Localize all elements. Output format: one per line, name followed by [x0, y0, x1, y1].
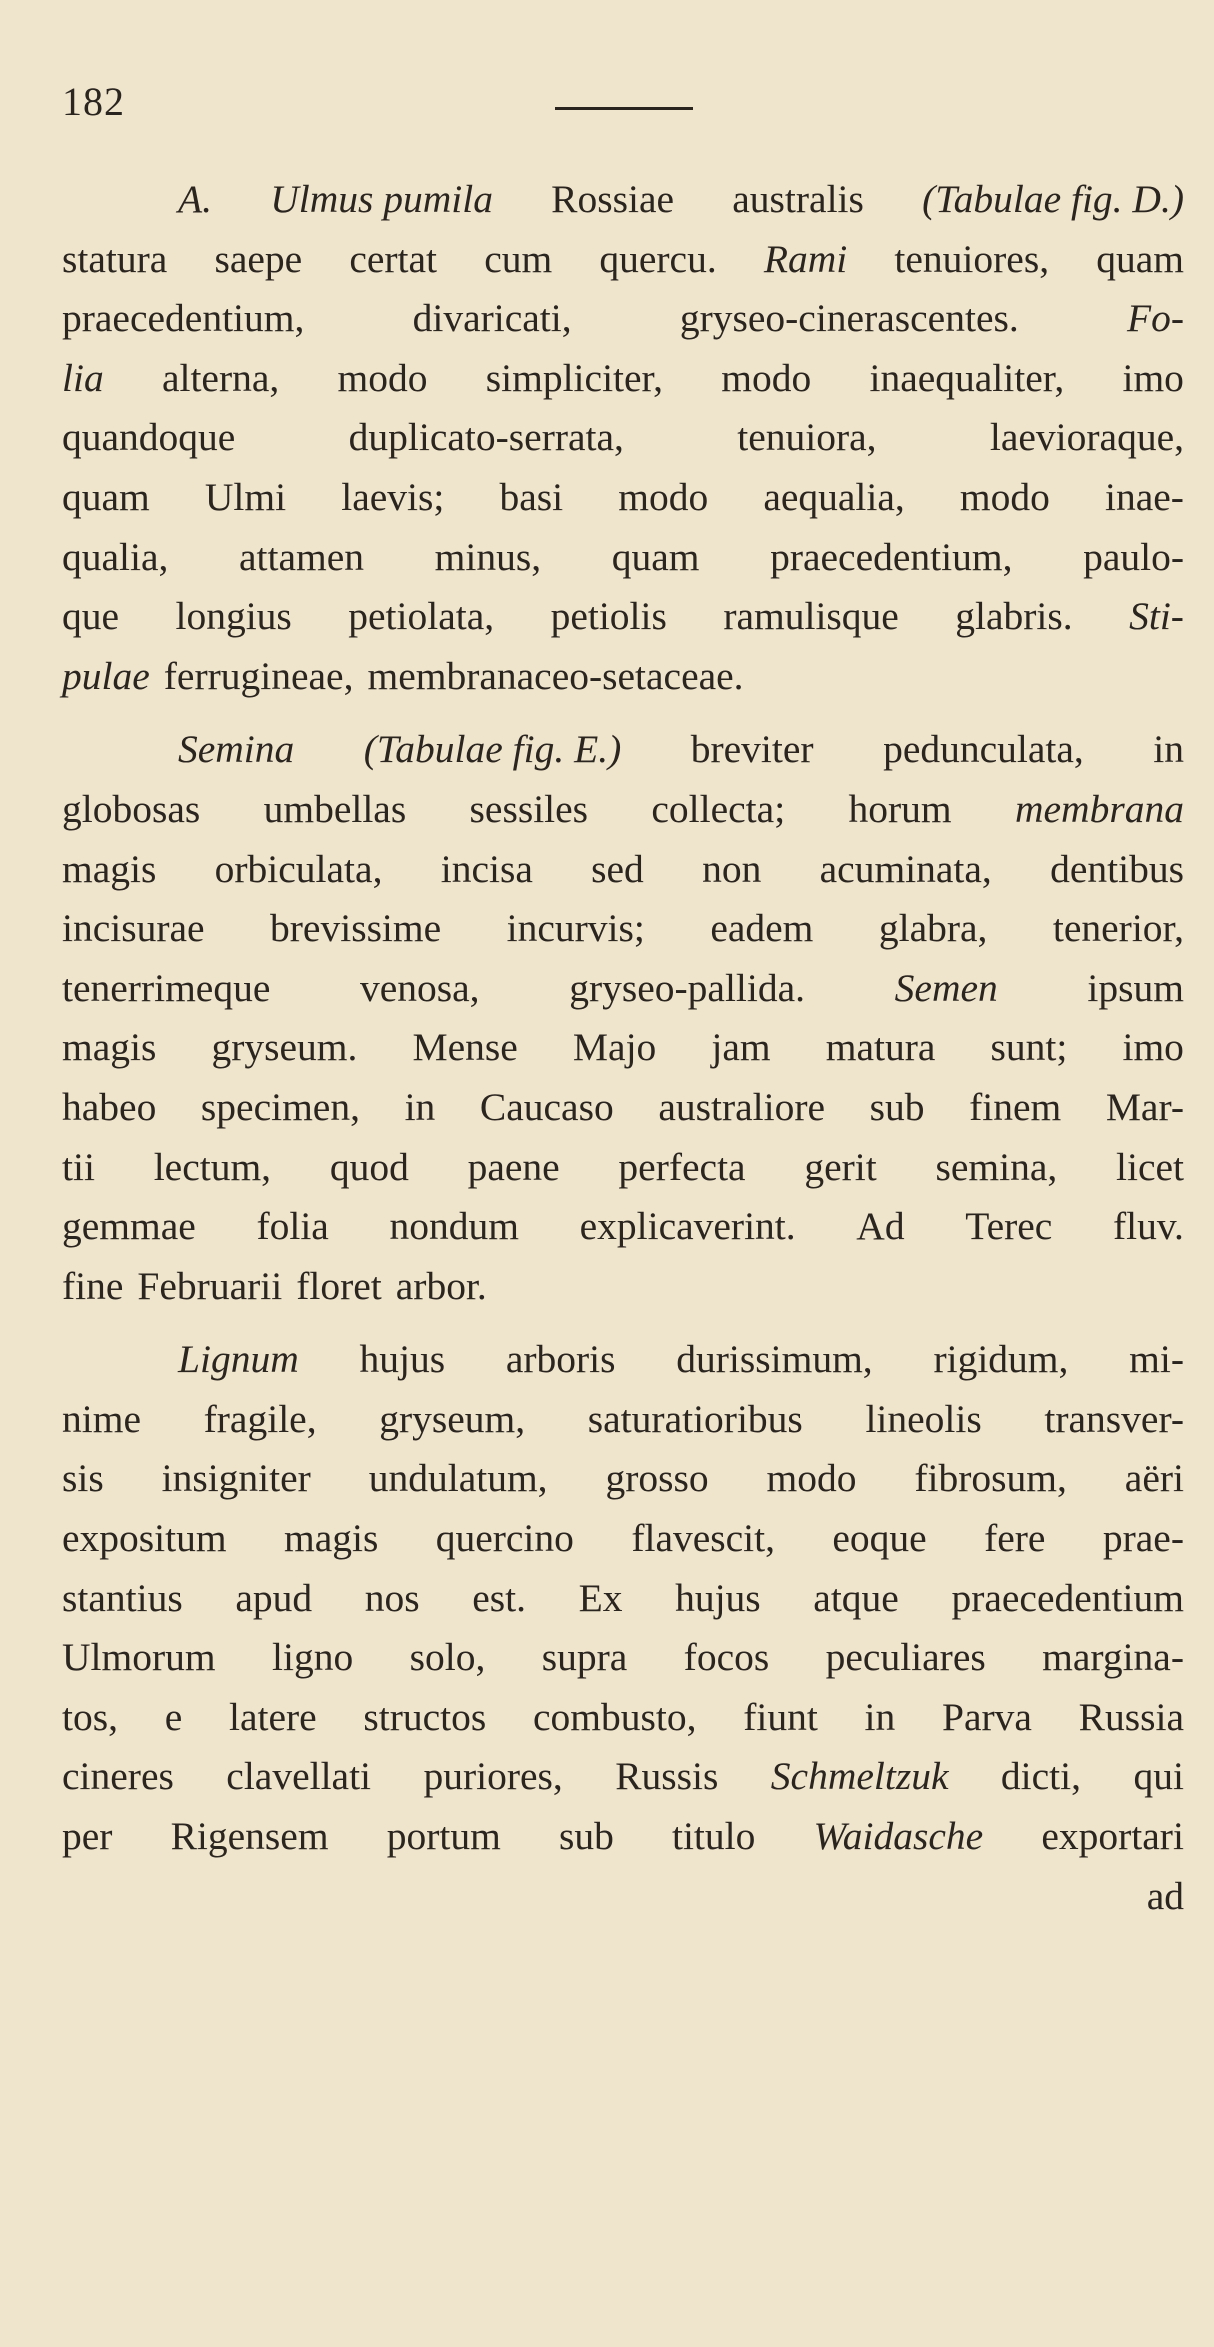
word: inae-: [1105, 474, 1184, 519]
word: Lignum: [178, 1337, 299, 1382]
word: attamen: [239, 534, 365, 579]
word: laevis;: [341, 474, 445, 519]
word: margina-: [1042, 1635, 1184, 1680]
word: gerit: [804, 1144, 877, 1189]
word: petiolata,: [348, 594, 495, 639]
word: sunt;: [990, 1025, 1068, 1070]
word: arbor.: [395, 1263, 487, 1308]
text-line: [62, 349, 1184, 409]
word: jam: [711, 1025, 771, 1070]
word: semina,: [935, 1144, 1058, 1189]
word: magis: [62, 1025, 157, 1070]
word: quercu.: [599, 236, 717, 281]
text-line: [62, 1390, 1184, 1450]
word: glabris.: [955, 594, 1073, 639]
word: ligno: [272, 1635, 354, 1680]
word: arboris: [505, 1337, 616, 1382]
word: Russis: [615, 1754, 719, 1799]
text-line: [62, 1449, 1184, 1509]
word: Russia: [1078, 1694, 1184, 1739]
word: quod: [329, 1144, 409, 1189]
word: simpliciter,: [485, 355, 663, 400]
word: in: [864, 1694, 896, 1739]
word: mi-: [1129, 1337, 1184, 1382]
word: ferrugineae,: [163, 653, 354, 698]
word: habeo: [62, 1084, 157, 1129]
word: e: [164, 1694, 183, 1739]
word: aequalia,: [763, 474, 905, 519]
word: non: [702, 846, 762, 891]
word: glabra,: [878, 906, 988, 951]
text-line: [62, 170, 1184, 230]
word: fragile,: [203, 1396, 317, 1441]
word: incisurae: [62, 906, 205, 951]
word: imo: [1122, 355, 1184, 400]
word: orbiculata,: [214, 846, 383, 891]
word: tenerrimeque: [62, 965, 271, 1010]
word: longius: [175, 594, 292, 639]
word: nime: [62, 1396, 141, 1441]
text-line: [62, 1688, 1184, 1748]
word: transver-: [1044, 1396, 1184, 1441]
word: Rigensem: [170, 1814, 329, 1859]
word: latere: [228, 1694, 317, 1739]
word: lineolis: [865, 1396, 982, 1441]
word: in: [1153, 727, 1184, 772]
text-line: [62, 289, 1184, 349]
word: alterna,: [161, 355, 280, 400]
word: focos: [683, 1635, 770, 1680]
word: (Tabulae fig. E.): [363, 727, 622, 772]
word: cum: [484, 236, 553, 281]
word: quam: [611, 534, 700, 579]
text-line: [62, 587, 1184, 647]
word: saturatioribus: [587, 1396, 803, 1441]
word: est.: [472, 1575, 526, 1620]
word: flavescit,: [631, 1516, 775, 1561]
word: licet: [1116, 1144, 1184, 1189]
word: Schmeltzuk: [770, 1754, 949, 1799]
text-line: [62, 840, 1184, 900]
word: statura: [62, 236, 168, 281]
text-line: [62, 647, 1184, 707]
word: australis: [732, 177, 864, 221]
word: membranaceo-setaceae.: [367, 653, 744, 698]
word: nondum: [389, 1204, 519, 1249]
text-line: [62, 468, 1184, 528]
word: praecedentium,: [62, 296, 305, 341]
word: explicaverint.: [579, 1204, 796, 1249]
word: Waidasche: [813, 1814, 984, 1859]
word: Mar-: [1105, 1084, 1184, 1129]
word: sis: [62, 1456, 104, 1501]
word: quandoque: [62, 415, 236, 460]
word: aëri: [1124, 1456, 1184, 1501]
word: A.: [178, 177, 213, 221]
word: tenuiores,: [894, 236, 1050, 281]
word: paene: [467, 1144, 560, 1189]
word: hujus: [675, 1575, 761, 1620]
word: nos: [364, 1575, 420, 1620]
word: venosa,: [360, 965, 480, 1010]
word: cineres: [62, 1754, 174, 1799]
word: fibrosum,: [914, 1456, 1067, 1501]
text-line: [62, 1569, 1184, 1629]
body-text: [62, 170, 1184, 1926]
word: sed: [591, 846, 644, 891]
word: insigniter: [161, 1456, 311, 1501]
word: clavellati: [226, 1754, 372, 1799]
word: sessiles: [469, 786, 589, 831]
word: saepe: [214, 236, 303, 281]
word: matura: [825, 1025, 936, 1070]
word: Fo-: [1126, 296, 1184, 341]
text-line: [62, 1867, 1184, 1927]
word: membrana: [1015, 786, 1184, 831]
word: modo: [618, 474, 709, 519]
word: Ulmorum: [62, 1635, 216, 1680]
text-line: [62, 1628, 1184, 1688]
word: incisa: [440, 846, 533, 891]
word: structos: [363, 1694, 487, 1739]
text-line: [62, 528, 1184, 588]
word: acuminata,: [819, 846, 992, 891]
word: grosso: [605, 1456, 709, 1501]
word: puriores,: [423, 1754, 563, 1799]
word: specimen,: [200, 1084, 360, 1129]
word: que: [62, 594, 120, 639]
word: qui: [1133, 1754, 1184, 1799]
word: modo: [337, 355, 428, 400]
word: praecedentium,: [770, 534, 1013, 579]
page-number: 182: [62, 79, 125, 124]
text-line: [62, 1078, 1184, 1138]
text-line: [62, 1807, 1184, 1867]
word: pedunculata,: [883, 727, 1084, 772]
word: per: [62, 1814, 113, 1859]
word: Ulmi: [204, 474, 287, 519]
word: collecta;: [651, 786, 786, 831]
text-line: [62, 899, 1184, 959]
word: imo: [1122, 1025, 1184, 1070]
word: modo: [766, 1456, 857, 1501]
word: gemmae: [62, 1204, 196, 1249]
word: divaricati,: [412, 296, 572, 341]
word: durissimum,: [676, 1337, 873, 1382]
word: expositum: [62, 1516, 227, 1561]
text-line: [62, 1330, 1184, 1390]
word: prae-: [1102, 1516, 1184, 1561]
text-line: [62, 959, 1184, 1019]
word: ramulisque: [723, 594, 899, 639]
word: fluv.: [1112, 1204, 1184, 1249]
word: lectum,: [153, 1144, 272, 1189]
word: undulatum,: [368, 1456, 548, 1501]
word: Terec: [965, 1204, 1053, 1249]
text-line: [62, 1257, 1184, 1317]
word: Parva: [941, 1694, 1032, 1739]
word: quam: [1096, 236, 1184, 281]
word: supra: [541, 1635, 628, 1680]
word: duplicato-serrata,: [348, 415, 624, 460]
word: praecedentium: [951, 1575, 1184, 1620]
text-line: [62, 1138, 1184, 1198]
word: modo: [721, 355, 812, 400]
word: quam: [62, 474, 150, 519]
word: tenuiora,: [737, 415, 877, 460]
word: portum: [386, 1814, 501, 1859]
word: in: [404, 1084, 436, 1129]
text-line: [62, 1197, 1184, 1257]
text-line: [62, 408, 1184, 468]
word: fere: [984, 1516, 1046, 1561]
word: gryseum.: [211, 1025, 358, 1070]
word: peculiares: [825, 1635, 986, 1680]
word: Ulmus pumila: [270, 177, 493, 221]
word: eoque: [832, 1516, 927, 1561]
word: modo: [959, 474, 1050, 519]
word: rigidum,: [933, 1337, 1069, 1382]
word: ipsum: [1087, 965, 1184, 1010]
word: pulae: [62, 653, 150, 698]
word: Caucaso: [479, 1084, 614, 1129]
word: certat: [349, 236, 438, 281]
word: laevioraque,: [989, 415, 1184, 460]
word: gryseum,: [379, 1396, 526, 1441]
word: sub: [558, 1814, 614, 1859]
word: exportari: [1041, 1814, 1184, 1859]
word: titulo: [671, 1814, 756, 1859]
word: brevissime: [270, 906, 442, 951]
word: minus,: [434, 534, 542, 579]
word: qualia,: [62, 534, 169, 579]
word: Majo: [572, 1025, 657, 1070]
word: umbellas: [263, 786, 407, 831]
word: paulo-: [1083, 534, 1184, 579]
text-line: [62, 1018, 1184, 1078]
text-line: [62, 780, 1184, 840]
word: Ad: [856, 1204, 905, 1249]
word: Mense: [412, 1025, 518, 1070]
word: australiore: [658, 1084, 826, 1129]
word: fine: [62, 1263, 124, 1308]
word: hujus: [359, 1337, 446, 1382]
word: folia: [256, 1204, 329, 1249]
word: quercino: [435, 1516, 574, 1561]
word: tenerior,: [1052, 906, 1184, 951]
word: incurvis;: [506, 906, 645, 951]
word: Rossiae: [551, 177, 675, 221]
text-line: [62, 1747, 1184, 1807]
word: horum: [848, 786, 952, 831]
text-line: [62, 230, 1184, 290]
word: dentibus: [1050, 846, 1184, 891]
word: gryseo-cinerascentes.: [679, 296, 1019, 341]
header-rule: [555, 107, 693, 110]
word: lia: [62, 355, 104, 400]
word: magis: [283, 1516, 379, 1561]
word: Semen: [894, 965, 998, 1010]
text-line: [62, 720, 1184, 780]
word: inaequaliter,: [869, 355, 1065, 400]
word: breviter: [690, 727, 814, 772]
word: eadem: [710, 906, 814, 951]
word: magis: [62, 846, 157, 891]
word: globosas: [62, 786, 201, 831]
word: dicti,: [1000, 1754, 1082, 1799]
word: combusto,: [533, 1694, 697, 1739]
word: Sti-: [1129, 594, 1184, 639]
word: Semina: [178, 727, 295, 772]
word: Februarii: [137, 1263, 283, 1308]
word: (Tabulae fig. D.): [922, 177, 1184, 221]
word: gryseo-pallida.: [569, 965, 806, 1010]
word: solo,: [409, 1635, 486, 1680]
word: basi: [499, 474, 564, 519]
word: Rami: [763, 236, 848, 281]
word: apud: [235, 1575, 313, 1620]
word: floret: [296, 1263, 382, 1308]
word: perfecta: [618, 1144, 746, 1189]
word: stantius: [62, 1575, 183, 1620]
text-line: [62, 1509, 1184, 1569]
word: ad: [1146, 1873, 1184, 1918]
word: sub: [869, 1084, 925, 1129]
word: petiolis: [550, 594, 667, 639]
word: tii: [62, 1144, 95, 1189]
word: tos,: [62, 1694, 118, 1739]
word: fiunt: [743, 1694, 818, 1739]
word: atque: [813, 1575, 899, 1620]
word: finem: [969, 1084, 1062, 1129]
word: Ex: [578, 1575, 623, 1620]
